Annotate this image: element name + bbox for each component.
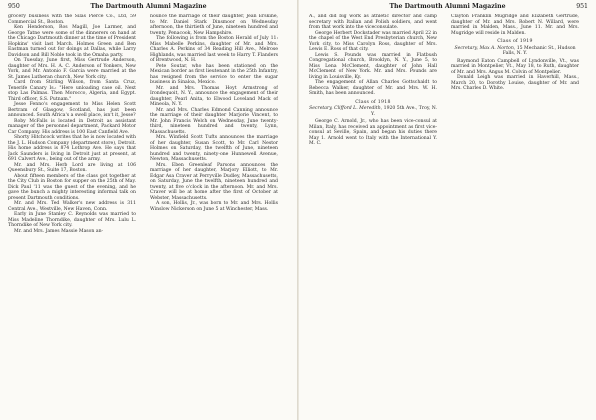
class-1918-heading: Class of 1918 — [355, 99, 391, 105]
paragraph: Card from Stirling Wilson, from Santa Cruz, Tenerife Canary Is.: "Here unloading case oil. Next stop Las Palmas. Then Morocco, Algeria, and Egypt. Third officer, S.S. Putnam." — [8, 80, 136, 102]
paragraph: Roby McFalls is located in Detroit as assistant manager of the personnel department, Packard Motor Car Company. His address is 100 East Canfield Ave. — [8, 118, 136, 135]
secretary-label: Secretary, — [309, 106, 333, 111]
paragraph: The following is from the Boston Herald of July 11: Miss Mabelle Perkins, daughter of Mr. and Mrs. Charles A. Perkins of 34 Reading Hill Ave., Melrose Highlands, was married last week to Harry T. Flanders of Brentwood, N. H. — [150, 36, 278, 63]
paragraph: A., and did big work as athletic director and camp secretary with Italian and Polish soldiers, and went from that work into the viceconsulate. — [309, 14, 437, 30]
class-1919-secretary — [451, 46, 579, 57]
paragraph: Early in June Stanley C. Reynolds was married to Miss Madeline Thorndike, daughter of Mrs. Lulu L. Thorndike of New York city. — [8, 212, 136, 228]
paragraph: Mrs. Eben Greenleaf Parsons announces the marriage of her daughter, Marjory Elliott, to Mr. Edgar Asa Craver at Perryville Dudley, Massachusetts, on Saturday, June the twelfth, nineteen hundred and twenty, at five o'clock in the afternoon. Mr. and Mrs. Craver will be at home after the first of October at Webster, Massachusetts. — [150, 162, 278, 201]
paragraph: George C. Arnold, Jr., who has been vice-consul at Milan, Italy, has received an appointment as first vice-consul at Seville, Spain, and began his duties there May 1. Arnold went to Italy with the International Y. M. C. — [309, 119, 437, 146]
paragraph: The engagement of Allan Charles Gottschaldt to Rebecca Walker, daughter of Mr. and Mrs. W. H. Smith, has been announced. — [309, 80, 437, 96]
paragraph: On Tuesday, June first, Miss Gertrude Anderson, daughter of Mrs. H. A. C. Anderson of Yonkers, New York, and Mr. Antonio F. Garcia were married at the St. James Lutheran church, New York city. — [8, 58, 136, 80]
paragraph: George Herbert Dockstader was married April 22 in the chapel of the West End Presbyterian church, New York city, to Miss Carolyn Ross, daughter of Mrs. Lewis E. Ross of that city. — [309, 30, 437, 52]
right-page-header — [299, 2, 596, 12]
secretary-name: Clifford L. Meredith, — [334, 106, 383, 111]
secretary-name: Max A. Norton, — [479, 45, 516, 51]
paragraph: Clayton Franklin Mugridge and Elizabeth Gertrude, daughter of Mr. and Mrs. Robert N. Willard, were married in Malden, Mass., June 11. Mr. and Mrs. Mugridge will reside in Malden. — [451, 14, 579, 36]
paragraph: Pete Soutar, who has been stationed on the Mexican border as first lieutenant in the 25th Infantry, has resigned from the service to enter the sugar business in Sinaloa, Mexico. — [150, 63, 278, 85]
paragraph: Mrs. Winfield Scott Tufts announces the marriage of her daughter, Susan Scott, to Mr. Carl Nestor Holmes on Saturday, the twelfth of June, nineteen hundred and twenty, ninety-one Hunnewell Avenue, Newton, Massachusetts. — [150, 135, 278, 162]
left-page-header — [0, 2, 297, 12]
secretary-address: 15 Mechanic St., Hudson Falls, N. Y. — [502, 45, 576, 56]
right-page — [299, 0, 596, 420]
class-1919-heading: Class of 1919 — [497, 39, 533, 44]
paragraph: About fifteen members of the class got together at the City Club in Boston for supper on the 25th of May. Dick Paul '11 was the guest of the evening, and he gave the bunch a mighty interesting informal talk on present Dartmouth conditions. — [8, 173, 136, 201]
paragraph: Mr. and Mrs. James Massie Mason an- — [14, 228, 104, 234]
paragraph: Ken Henderson, Ros Magill, Joe Larmer, and George Tatne were some of the dinnerers on hand at the Chicago Dartmouth dinner at the time of President Hopkins' visit last March. Holmes Green and Ben Eastman turned out for doings at Dallas, while Larry Davidson and Bill Noble took in the Omaha party. — [8, 25, 136, 58]
secretary-label: Secretary, — [454, 45, 479, 51]
right-column-2 — [451, 14, 579, 416]
secretary-address: 1920 5th Ave., Troy, N. Y. — [371, 106, 437, 117]
paragraph: Raymond Eaton Campbell of Lyndonville, Vt., was married in Montpelier, Vt., May 18, to Ruth, daughter of Mr. and Mrs. Angus M. Colvin of Montpelier. — [451, 58, 579, 75]
paragraph: A son, Hollis, Jr., was born to Mr. and Mrs. Hollis Winslow Nickerson on June 5 at Winchester, Mass. — [150, 201, 278, 212]
right-column-1 — [309, 14, 437, 416]
left-page-header-title: The Dartmouth Alumni Magazine — [90, 3, 207, 10]
left-page — [0, 0, 297, 420]
right-page-number: 951 — [576, 3, 588, 10]
paragraph: Lewis S. Pounds was married in Flatbush Congregational church, Brooklyn, N. Y., June 5, to Miss Lena McClement, daughter of John Hall McClement of New York. Mr. and Mrs. Pounds are living in Louisville, Ky. — [309, 52, 437, 80]
paragraph: Shorty Hitchcock writes that he is now located with the J. L. Hudson Company (department store), Detroit. His home address is 874 Lothrop Ave. He says that Jack Saunders is living in Detroit just at present, at 691 Calvert Ave., being out of the army. — [8, 135, 136, 162]
left-column-1 — [8, 14, 136, 416]
right-page-header-title: The Dartmouth Alumni Magazine — [389, 3, 506, 10]
class-1918-secretary — [309, 106, 437, 117]
left-page-number: 950 — [8, 3, 20, 10]
paragraph: Mr. and Mrs. Thomas Hoyt Armstrong of Irondequoit, N. Y., announce the engagement of their daughter, Pearl Anita, to Elwood Loveland Mack of Mineola, N. Y. — [150, 85, 278, 107]
paragraph: grocery business with the Silas Pierce Co., Ltd, 59 Commercial St., Boston. — [8, 14, 136, 25]
paragraph: Mr. and Mrs. Ted Walker's new address is 311 Central Ave., Westville, New Haven, Conn. — [8, 201, 136, 212]
paragraph: Jesse Fenno's engagement to Miss Helen Scott Bertram of Glasgow, Scotland, has just been announced. South Africa's a swell place, isn't it, Jesse? — [8, 102, 136, 118]
left-column-2 — [150, 14, 278, 416]
paragraph: nounce the marriage of their daughter, Jean Erskine, to Mr. Daniel Stark Dinsmoor on Wednesday afternoon, the thirtieth of June, nineteen hundred and twenty, Penacook, New Hampshire. — [150, 14, 278, 36]
paragraph: Mr. and Mrs. Herb Lord are living at 106 Queensbury St., Suite 17, Boston. — [8, 162, 136, 173]
paragraph: Donald Leigh was married in Haverhill, Mass., March 20, to Dorothy Louise, daughter of Mr. and Mrs. Charles D. White. — [451, 75, 579, 91]
paragraph: Mr. and Mrs. Charles Edmond Canning announce the marriage of their daughter Marjorie Vincent, to Mr. John Francis Welch on Wednesday, June twenty-third, nineteen hundred and twenty, Lynn, Massachusetts. — [150, 107, 278, 135]
